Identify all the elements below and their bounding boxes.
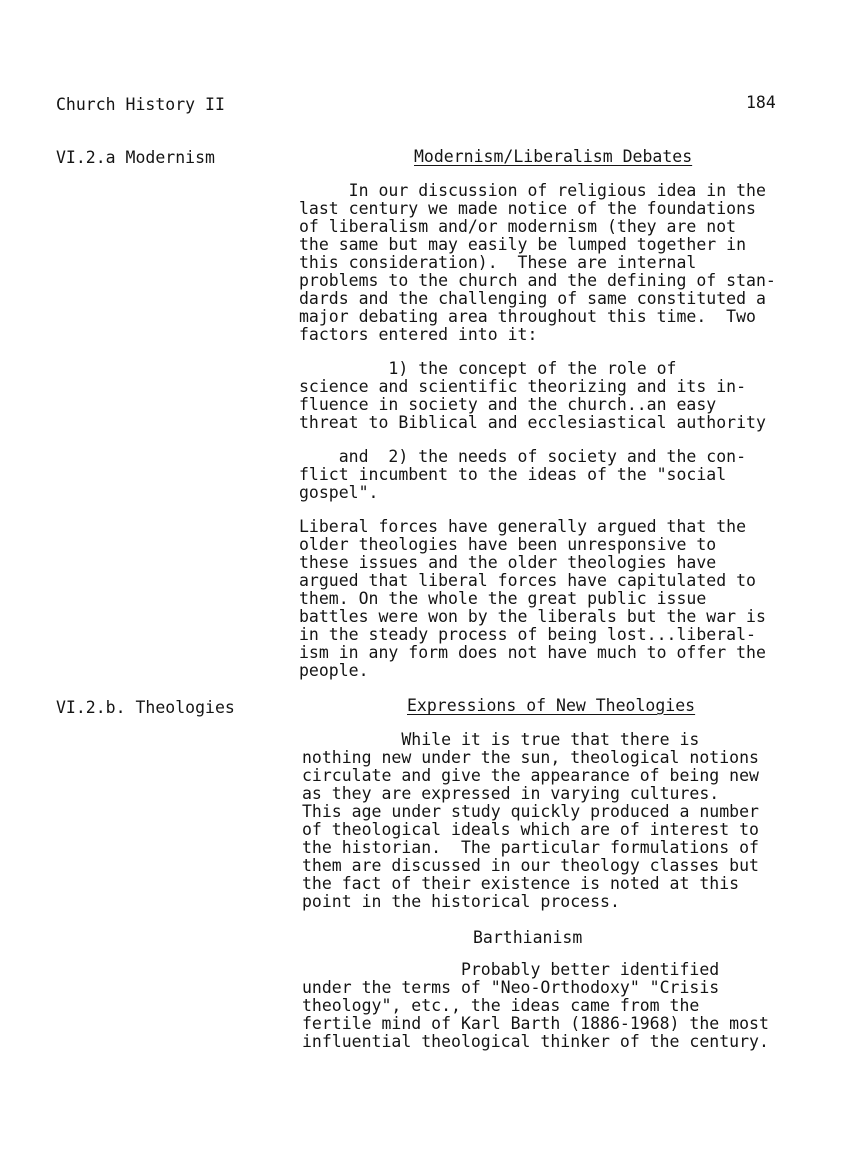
text-line: circulate and give the appearance of being new [302,766,759,785]
margin-label-modernism: VI.2.a Modernism [56,148,215,167]
section-heading-theologies: Expressions of New Theologies [407,696,696,715]
text-line: fluence in society and the church..an easy [299,395,717,414]
text-line: ism in any form does not have much to offer the [299,643,766,662]
text-line: the fact of their existence is noted at this [302,874,740,893]
text-line: gospel". [299,483,379,502]
text-line: dards and the challenging of same constituted a [299,289,766,308]
text-line: in the steady process of being lost...liberal- [299,625,756,644]
text-line: as they are expressed in varying cultures. [302,784,720,803]
subheading-barthianism: Barthianism [473,928,583,947]
margin-label-theologies: VI.2.b. Theologies [56,698,235,717]
text-line: While it is true that there is [302,730,700,749]
running-header-title: Church History II [56,95,225,114]
text-line: them. On the whole the great public issue [299,589,707,608]
text-line: influential theological thinker of the century. [302,1032,769,1051]
text-line: This age under study quickly produced a number [302,802,759,821]
text-line: and 2) the needs of society and the con- [299,447,747,466]
text-line: point in the historical process. [302,892,620,911]
text-line: science and scientific theorizing and its in- [299,377,747,396]
page-number: 184 [746,93,776,112]
text-line: nothing new under the sun, theological notions [302,748,759,767]
text-line: threat to Biblical and ecclesiastical authority [299,413,766,432]
text-line: major debating area throughout this time. Two [299,307,756,326]
text-line: flict incumbent to the ideas of the "social [299,465,727,484]
text-line: of theological ideals which are of interest to [302,820,759,839]
text-line: older theologies have been unresponsive to [299,535,717,554]
text-line: In our discussion of religious idea in the [299,181,766,200]
text-line: battles were won by the liberals but the war is [299,607,766,626]
text-line: of liberalism and/or modernism (they are not [299,217,737,236]
text-line: the historian. The particular formulations of [302,838,759,857]
text-line: 1) the concept of the role of [299,359,677,378]
section-heading-modernism: Modernism/Liberalism Debates [414,147,693,166]
text-line: fertile mind of Karl Barth (1886-1968) the most [302,1014,769,1033]
text-line: these issues and the older theologies have [299,553,717,572]
text-line: problems to the church and the defining of stan- [299,271,776,290]
text-line: Probably better identified [302,960,720,979]
text-line: under the terms of "Neo-Orthodoxy" "Crisis [302,978,720,997]
text-line: factors entered into it: [299,325,538,344]
text-line: people. [299,661,369,680]
text-line: theology", etc., the ideas came from the [302,996,700,1015]
text-line: them are discussed in our theology classes but [302,856,759,875]
text-line: Liberal forces have generally argued that the [299,517,747,536]
text-line: this consideration). These are internal [299,253,697,272]
text-line: last century we made notice of the foundations [299,199,756,218]
text-line: the same but may easily be lumped together in [299,235,747,254]
text-line: argued that liberal forces have capitulated to [299,571,756,590]
